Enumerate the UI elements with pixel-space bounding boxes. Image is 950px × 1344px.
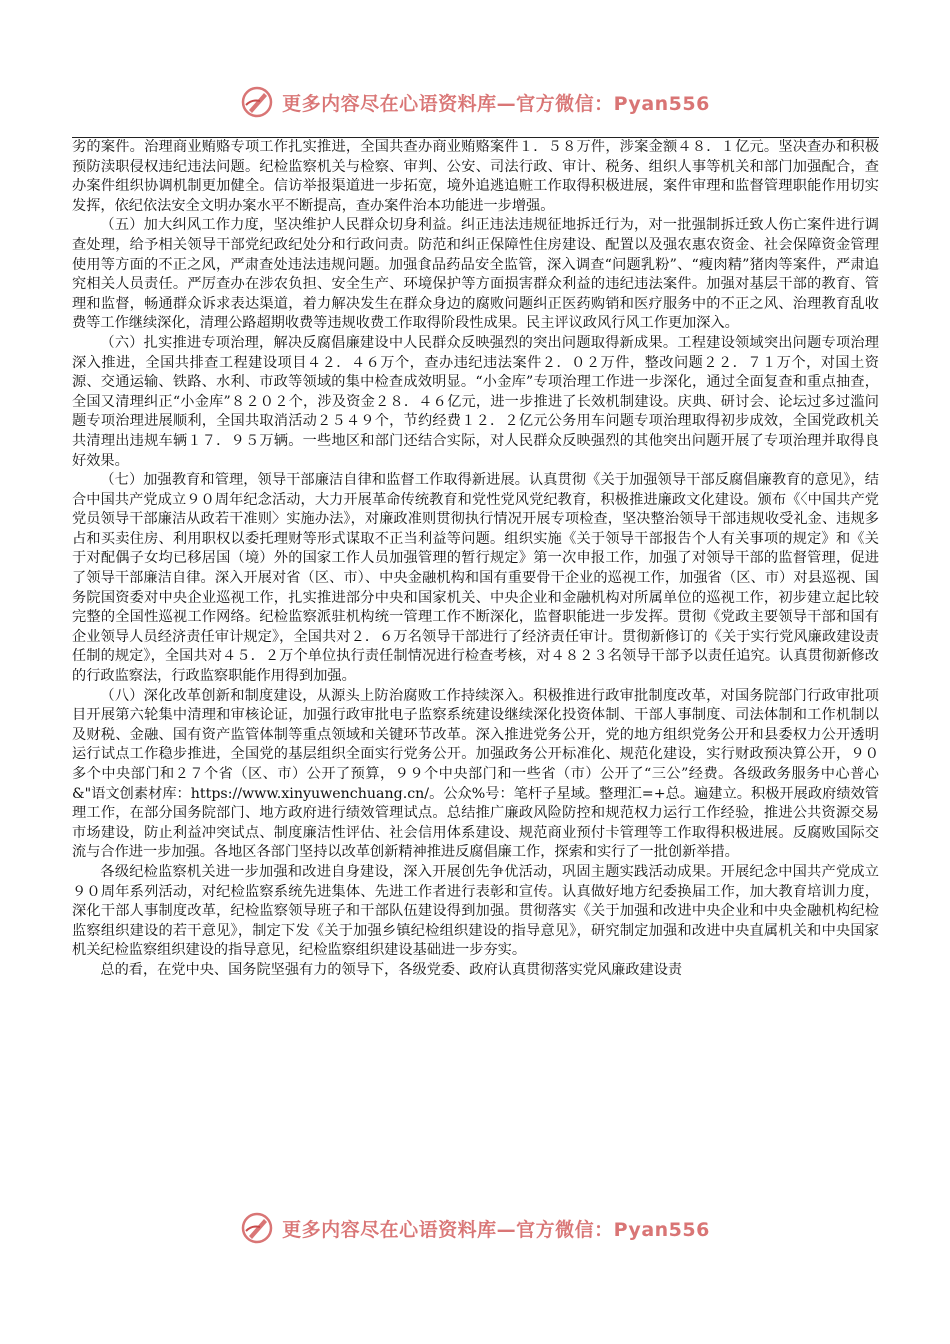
paragraph: （八）深化改革创新和制度建设，从源头上防治腐败工作持续深入。积极推进行政审批制度改革，对国务院部门行政审批项目开展第六轮集中清理和审核论证，加强行政审批电子监察系统建设继续深化投资体制、干部人事制度、司法体制和工作机制以及财税、金融、国有资产监管体制等重点领域和关键环节改革。深入推进党务公开，党的地方组织党务公开和县委权力公开透明运行试点工作稳步推进，全国党的基层组织全面实行党务公开。加强政务公开标准化、规范化建设，实行财政预决算公开，９０多个中央部门和２７个省（区、市）公开了预算，９９个中央部门和一些省（市）公开了“三公”经费。各级政务服务中心普心&"语文创素材库：https://www.xinyuwenchuang.cn/。公众%号：笔杆子星域。整理汇=+总。遍建立。积极开展政府绩效管理工作，在部分国务院部门、地方政府进行绩效管理试点。总结推广廉政风险防控和规范权力运行工作经验，推进公共资源交易市场建设，防止利益冲突试点、制度廉洁性评估、社会信用体系建设、规范商业预付卡管理等工作取得积极进展。反腐败国际交流与合作进一步加强。各地区各部门坚持以改革创新精神推进反腐倡廉工作，探索和实行了一批创新举措。 (72, 687, 879, 861)
document-body (72, 138, 879, 981)
pen-logo-icon (240, 1211, 274, 1245)
paragraph: （五）加大纠风工作力度，坚决维护人民群众切身利益。纠正违法违规征地拆迁行为，对一批强制拆迁致人伤亡案件进行调查处理，给予相关领导干部党纪政纪处分和行政问责。防范和纠正保障性住房建设、配置以及强农惠农资金、社会保障资金管理使用等方面的不正之风，严肃查处违法违规问题。加强食品药品安全监管，深入调查“问题乳粉”、“瘦肉精”猪肉等案件，严肃追究相关人员责任。严厉查办在涉农负担、安全生产、环境保护等方面损害群众利益的违纪违法案件。加强对基层干部的教育、管理和监督，畅通群众诉求表达渠道，着力解决发生在群众身边的腐败问题纠正医药购销和医疗服务中的不正之风、治理教育乱收费等工作继续深化，清理公路超期收费等违规收费工作取得阶段性成果。民主评议政风行风工作更加深入。 (72, 217, 879, 332)
paragraph: （七）加强教育和管理，领导干部廉洁自律和监督工作取得新进展。认真贯彻《关于加强领导干部反腐倡廉教育的意见》，结合中国共产党成立９０周年纪念活动，大力开展革命传统教育和党性党风党纪教育，积极推进廉政文化建设。颁布《〈中国共产党党员领导干部廉洁从政若干准则〉实施办法》，对廉政准则贯彻执行情况开展专项检查，坚决整治领导干部违规收受礼金、违规多占和买卖住房、利用职权以委托理财等形式谋取不正当利益等问题。组织实施《关于领导干部报告个人有关事项的规定》和《关于对配偶子女均已移居国（境）外的国家工作人员加强管理的暂行规定》第一次申报工作，加强了对领导干部的监督管理，促进了领导干部廉洁自律。深入开展对省（区、市）、中央金融机构和国有重要骨干企业的巡视工作，加强省（区、市）对县巡视、国务院国资委对中央企业巡视工作，扎实推进部分中央和国家机关、中央企业和金融机构对所属单位的巡视工作，初步建立起比较完整的全国性巡视工作网络。纪检监察派驻机构统一管理工作不断深化，监督职能进一步发挥。贯彻《党政主要领导干部和国有企业领导人员经济责任审计规定》，全国共对２．６万名领导干部进行了经济责任审计。贯彻新修订的《关于实行党风廉政建设责任制的规定》，全国共对４５．２万个单位执行责任制情况进行检查考核，对４８２３名领导干部予以责任追究。认真贯彻新修改的行政监察法，行政监察职能作用得到加强。 (72, 472, 879, 685)
paragraph: 总的看，在党中央、国务院坚强有力的领导下，各级党委、政府认真贯彻落实党风廉政建设责 (100, 961, 683, 978)
header-banner (0, 82, 950, 122)
header-banner-text: 更多内容尽在心语资料库—官方微信：Pyan556 (282, 92, 710, 115)
paragraph: 劣的案件。治理商业贿赂专项工作扎实推进，全国共查办商业贿赂案件１．５８万件，涉案金额４８．１亿元。坚决查办和积极预防渎职侵权违纪违法问题。纪检监察机关与检察、审判、公安、司法行政、审计、税务、组织人事等机关和部门加强配合，查办案件组织协调机制更加健全。信访举报渠道进一步拓宽，境外追逃追赃工作取得积极进展，案件审理和监督管理职能作用切实发挥，依纪依法安全文明办案水平不断提高，查办案件治本功能进一步增强。 (72, 139, 879, 214)
footer-banner-text: 更多内容尽在心语资料库—官方微信：Pyan556 (282, 1218, 710, 1241)
footer-banner (0, 1208, 950, 1248)
pen-logo-icon (240, 85, 274, 119)
paragraph: （六）扎实推进专项治理，解决反腐倡廉建设中人民群众反映强烈的突出问题取得新成果。工程建设领域突出问题专项治理深入推进，全国共排查工程建设项目４２．４６万个，查办违纪违法案件２．０２万件，整改问题２２．７１万个，对国土资源、交通运输、铁路、水利、市政等领域的集中检查成效明显。“小金库”专项治理工作进一步深化，通过全面复查和重点抽查，全国又清理纠正“小金库”８２０２个，涉及资金２８．４６亿元，进一步推进了长效机制建设。庆典、研讨会、论坛过多过滥问题专项治理进展顺利，全国共取消活动２５４９个，节约经费１２．２亿元公务用车问题专项治理取得初步成效，全国党政机关共清理出违规车辆１７．９５万辆。一些地区和部门还结合实际，对人民群众反映强烈的其他突出问题开展了专项治理并取得良好效果。 (72, 334, 879, 469)
paragraph: 各级纪检监察机关进一步加强和改进自身建设，深入开展创先争优活动，巩固主题实践活动成果。开展纪念中国共产党成立９０周年系列活动，对纪检监察系统先进集体、先进工作者进行表彰和宣传。认真做好地方纪委换届工作，加大教育培训力度，深化干部人事制度改革，纪检监察领导班子和干部队伍建设得到加强。贯彻落实《关于加强和改进中央企业和中央金融机构纪检监察组织建设的若干意见》，制定下发《关于加强乡镇纪检组织建设的指导意见》，研究制定加强和改进中央直属机关和中央国家机关纪检监察组织建设的指导意见，纪检监察组织建设基础进一步夯实。 (72, 863, 879, 959)
